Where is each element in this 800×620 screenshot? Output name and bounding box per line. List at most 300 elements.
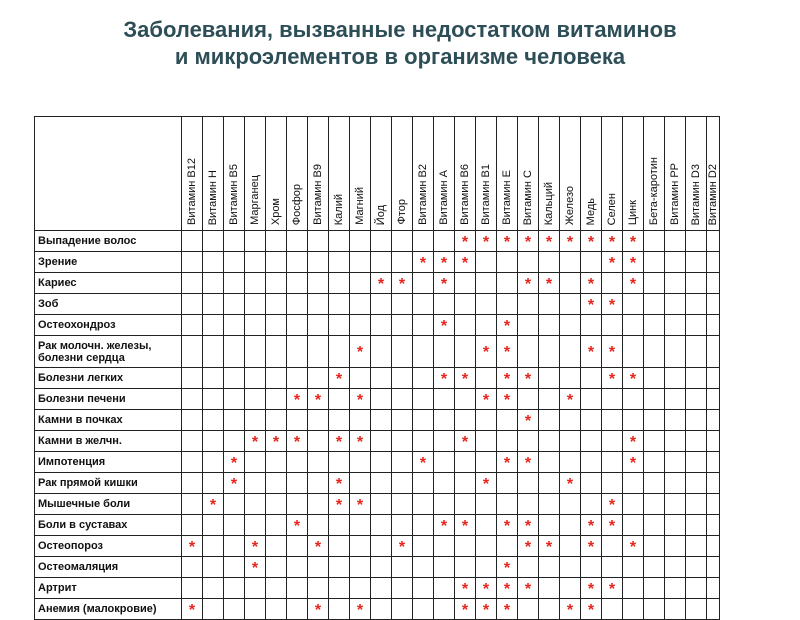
grid-cell [560, 494, 581, 515]
column-header [371, 117, 392, 231]
grid-cell [518, 368, 539, 389]
grid-cell [539, 578, 560, 599]
row-label-text: Кариес [38, 277, 77, 289]
grid-cell [203, 452, 224, 473]
grid-cell [518, 431, 539, 452]
column-header-label: Фтор [396, 199, 408, 225]
column-header [539, 117, 560, 231]
grid-cell [644, 389, 665, 410]
column-header-label: Селен [606, 192, 618, 225]
grid-cell [224, 578, 245, 599]
grid-cell [413, 231, 434, 252]
deficiency-marker: * [608, 254, 616, 272]
grid-cell [371, 252, 392, 273]
grid-cell [707, 494, 720, 515]
grid-cell [644, 410, 665, 431]
deficiency-marker: * [188, 538, 196, 556]
deficiency-marker: * [251, 433, 259, 451]
grid-cell [665, 389, 686, 410]
grid-cell [623, 389, 644, 410]
deficiency-marker: * [629, 370, 637, 388]
grid-cell [644, 231, 665, 252]
deficiency-marker: * [209, 496, 217, 514]
grid-cell [266, 231, 287, 252]
grid-cell [602, 557, 623, 578]
row-label-text: Артрит [38, 582, 77, 594]
row-label-text: Мышечные боли [38, 498, 131, 510]
deficiency-marker: * [461, 254, 469, 272]
corner-cell [35, 117, 182, 231]
title-line-2: и микроэлементов в организме человека [174, 44, 626, 69]
grid-cell [539, 252, 560, 273]
grid-cell [623, 410, 644, 431]
grid-cell [644, 368, 665, 389]
grid-cell [581, 294, 602, 315]
row-label [35, 389, 182, 410]
grid-cell [497, 578, 518, 599]
grid-cell [560, 599, 581, 620]
deficiency-marker: * [482, 580, 490, 598]
grid-cell [602, 536, 623, 557]
grid-cell [665, 536, 686, 557]
deficiency-marker: * [545, 275, 553, 293]
grid-cell [329, 578, 350, 599]
row-label-text-2: болезни сердца [38, 351, 125, 364]
grid-cell [287, 515, 308, 536]
grid-cell [560, 389, 581, 410]
grid-cell [623, 294, 644, 315]
grid-cell [371, 273, 392, 294]
grid-cell [434, 473, 455, 494]
deficiency-marker: * [503, 601, 511, 619]
grid-cell [665, 431, 686, 452]
grid-cell [518, 536, 539, 557]
grid-cell [518, 273, 539, 294]
table-row [35, 273, 720, 294]
grid-cell [308, 368, 329, 389]
grid-cell [455, 431, 476, 452]
column-header-label: Кальций [543, 181, 555, 225]
grid-cell [686, 273, 707, 294]
deficiency-marker: * [482, 344, 490, 361]
grid-cell [707, 536, 720, 557]
grid-cell [329, 389, 350, 410]
grid-cell [476, 578, 497, 599]
table-row [35, 515, 720, 536]
grid-cell [392, 231, 413, 252]
grid-cell [203, 515, 224, 536]
deficiency-marker: * [440, 317, 448, 335]
deficiency-marker: * [524, 275, 532, 293]
grid-cell [518, 252, 539, 273]
grid-cell [266, 252, 287, 273]
grid-cell [686, 431, 707, 452]
grid-cell [707, 557, 720, 578]
grid-cell [287, 315, 308, 336]
deficiency-marker: * [440, 517, 448, 535]
grid-cell [182, 494, 203, 515]
column-header-label: Витамин B1 [480, 164, 492, 225]
grid-cell [476, 252, 497, 273]
grid-cell [308, 599, 329, 620]
row-label-text: Анемия (малокровие) [38, 603, 157, 615]
table-row [35, 473, 720, 494]
grid-cell [686, 368, 707, 389]
grid-cell [203, 557, 224, 578]
grid-cell [581, 599, 602, 620]
grid-cell [686, 336, 707, 368]
grid-cell [581, 452, 602, 473]
grid-cell [560, 557, 581, 578]
deficiency-marker: * [524, 233, 532, 251]
grid-cell [644, 336, 665, 368]
table-row [35, 368, 720, 389]
grid-cell [707, 294, 720, 315]
grid-cell [623, 599, 644, 620]
deficiency-marker: * [629, 454, 637, 472]
grid-cell [623, 252, 644, 273]
column-header [329, 117, 350, 231]
grid-cell [602, 389, 623, 410]
grid-cell [287, 536, 308, 557]
grid-cell [665, 473, 686, 494]
grid-cell [266, 294, 287, 315]
grid-cell [644, 473, 665, 494]
deficiency-marker: * [566, 391, 574, 409]
deficiency-marker: * [251, 559, 259, 577]
grid-cell [182, 294, 203, 315]
grid-cell [455, 578, 476, 599]
grid-cell [203, 473, 224, 494]
grid-cell [602, 578, 623, 599]
grid-cell [497, 473, 518, 494]
grid-cell [497, 252, 518, 273]
grid-cell [476, 368, 497, 389]
grid-cell [476, 273, 497, 294]
grid-cell [665, 252, 686, 273]
column-header [245, 117, 266, 231]
grid-cell [329, 315, 350, 336]
grid-cell [665, 494, 686, 515]
grid-cell [602, 410, 623, 431]
grid-cell [518, 336, 539, 368]
grid-cell [476, 557, 497, 578]
grid-cell [602, 515, 623, 536]
grid-cell [308, 431, 329, 452]
grid-cell [329, 231, 350, 252]
grid-cell [308, 231, 329, 252]
column-header [518, 117, 539, 231]
row-label-text: Рак прямой кишки [38, 477, 138, 489]
grid-cell [476, 536, 497, 557]
grid-cell [434, 494, 455, 515]
grid-cell [266, 536, 287, 557]
grid-cell [602, 273, 623, 294]
grid-cell [224, 252, 245, 273]
grid-cell [707, 473, 720, 494]
grid-cell [392, 389, 413, 410]
grid-cell [665, 368, 686, 389]
grid-cell [308, 389, 329, 410]
grid-cell [476, 336, 497, 368]
row-label [35, 273, 182, 294]
grid-cell [623, 336, 644, 368]
grid-cell [413, 452, 434, 473]
grid-cell [350, 473, 371, 494]
grid-cell [539, 389, 560, 410]
grid-cell [245, 557, 266, 578]
title-line-1: Заболевания, вызванные недостатком витаминов [123, 17, 677, 42]
grid-cell [686, 452, 707, 473]
grid-cell [329, 252, 350, 273]
column-header [665, 117, 686, 231]
grid-cell [623, 557, 644, 578]
deficiency-marker: * [482, 233, 490, 251]
grid-cell [707, 231, 720, 252]
grid-cell [581, 315, 602, 336]
deficiency-marker: * [398, 275, 406, 293]
deficiency-marker: * [524, 517, 532, 535]
deficiency-marker: * [461, 233, 469, 251]
column-header [392, 117, 413, 231]
row-label-text: Импотенция [38, 456, 106, 468]
grid-cell [350, 389, 371, 410]
grid-cell [518, 294, 539, 315]
grid-cell [497, 315, 518, 336]
table-row [35, 410, 720, 431]
grid-cell [497, 389, 518, 410]
deficiency-marker: * [545, 233, 553, 251]
grid-cell [476, 294, 497, 315]
grid-cell [497, 557, 518, 578]
table-row [35, 231, 720, 252]
grid-cell [434, 368, 455, 389]
row-label [35, 452, 182, 473]
column-header-label: Витамин H [207, 169, 219, 225]
grid-cell [455, 231, 476, 252]
grid-cell [371, 410, 392, 431]
grid-cell [224, 315, 245, 336]
grid-cell [245, 294, 266, 315]
row-label-text: Зоб [38, 298, 59, 310]
column-header [497, 117, 518, 231]
grid-cell [434, 599, 455, 620]
row-label-text: Болезни легких [38, 372, 124, 384]
grid-cell [224, 231, 245, 252]
deficiency-marker: * [629, 433, 637, 451]
column-header [350, 117, 371, 231]
grid-cell [308, 473, 329, 494]
grid-cell [245, 431, 266, 452]
column-header [560, 117, 581, 231]
grid-cell [623, 494, 644, 515]
grid-cell [245, 494, 266, 515]
grid-cell [686, 494, 707, 515]
grid-cell [707, 252, 720, 273]
grid-cell [413, 515, 434, 536]
grid-cell [182, 273, 203, 294]
grid-cell [476, 599, 497, 620]
grid-cell [413, 389, 434, 410]
grid-cell [224, 410, 245, 431]
column-header-label: Витамин B12 [186, 158, 198, 225]
grid-cell [329, 599, 350, 620]
grid-cell [455, 336, 476, 368]
grid-cell [308, 494, 329, 515]
grid-cell [539, 557, 560, 578]
grid-cell [371, 389, 392, 410]
column-header-label: Витамин A [438, 170, 450, 225]
grid-cell [623, 536, 644, 557]
grid-cell [455, 273, 476, 294]
grid-cell [413, 431, 434, 452]
grid-cell [350, 536, 371, 557]
grid-cell [350, 336, 371, 368]
grid-cell [266, 431, 287, 452]
deficiency-marker: * [293, 391, 301, 409]
grid-cell [644, 273, 665, 294]
grid-cell [455, 252, 476, 273]
grid-cell [476, 452, 497, 473]
column-header [707, 117, 720, 231]
column-header [308, 117, 329, 231]
grid-cell [623, 473, 644, 494]
grid-cell [413, 273, 434, 294]
grid-cell [350, 294, 371, 315]
grid-cell [266, 473, 287, 494]
deficiency-marker: * [587, 601, 595, 619]
grid-cell [434, 294, 455, 315]
grid-cell [308, 557, 329, 578]
grid-cell [350, 452, 371, 473]
grid-cell [518, 231, 539, 252]
grid-cell [308, 336, 329, 368]
grid-cell [329, 368, 350, 389]
row-label [35, 578, 182, 599]
grid-cell [245, 599, 266, 620]
grid-cell [539, 431, 560, 452]
deficiency-marker: * [566, 601, 574, 619]
deficiency-marker: * [503, 344, 511, 361]
column-header-label: Марганец [249, 175, 261, 225]
grid-cell [203, 536, 224, 557]
grid-cell [203, 494, 224, 515]
grid-cell [224, 368, 245, 389]
grid-cell [434, 431, 455, 452]
grid-cell [518, 578, 539, 599]
grid-cell [224, 599, 245, 620]
grid-cell [392, 368, 413, 389]
column-header [266, 117, 287, 231]
grid-cell [686, 557, 707, 578]
grid-cell [371, 315, 392, 336]
grid-cell [644, 315, 665, 336]
grid-cell [308, 578, 329, 599]
grid-cell [287, 578, 308, 599]
grid-cell [287, 473, 308, 494]
grid-cell [623, 431, 644, 452]
grid-cell [266, 578, 287, 599]
grid-cell [581, 494, 602, 515]
row-label [35, 231, 182, 252]
grid-cell [392, 515, 413, 536]
grid-cell [413, 578, 434, 599]
row-label [35, 294, 182, 315]
grid-cell [581, 252, 602, 273]
grid-cell [224, 294, 245, 315]
deficiency-marker: * [335, 433, 343, 451]
deficiency-marker: * [335, 475, 343, 493]
grid-cell [644, 431, 665, 452]
row-label [35, 252, 182, 273]
column-header [413, 117, 434, 231]
table-row [35, 557, 720, 578]
row-label-text: Камни в желчн. [38, 435, 122, 447]
row-label-text: Остеопороз [38, 540, 104, 552]
column-header [686, 117, 707, 231]
row-label [35, 494, 182, 515]
deficiency-marker: * [608, 296, 616, 314]
deficiency-marker: * [461, 517, 469, 535]
grid-cell [686, 315, 707, 336]
grid-cell [434, 410, 455, 431]
deficiency-marker: * [608, 233, 616, 251]
deficiency-marker: * [482, 475, 490, 493]
grid-cell [308, 315, 329, 336]
grid-cell [623, 315, 644, 336]
grid-cell [434, 452, 455, 473]
grid-cell [266, 599, 287, 620]
grid-cell [224, 515, 245, 536]
grid-cell [245, 231, 266, 252]
grid-cell [581, 578, 602, 599]
grid-cell [203, 389, 224, 410]
column-header [182, 117, 203, 231]
deficiency-marker: * [503, 454, 511, 472]
grid-cell [476, 515, 497, 536]
grid-cell [518, 410, 539, 431]
grid-cell [392, 336, 413, 368]
deficiency-table [34, 116, 720, 620]
grid-cell [371, 494, 392, 515]
deficiency-marker: * [524, 412, 532, 430]
grid-cell [392, 452, 413, 473]
grid-cell [182, 252, 203, 273]
grid-cell [203, 315, 224, 336]
grid-cell [518, 494, 539, 515]
grid-cell [434, 231, 455, 252]
grid-cell [203, 336, 224, 368]
grid-cell [203, 252, 224, 273]
grid-cell [182, 389, 203, 410]
row-label-text: Болезни печени [38, 393, 126, 405]
grid-cell [287, 494, 308, 515]
column-header [623, 117, 644, 231]
grid-cell [497, 336, 518, 368]
grid-cell [245, 368, 266, 389]
grid-cell [434, 273, 455, 294]
grid-cell [413, 368, 434, 389]
row-label [35, 557, 182, 578]
grid-cell [350, 410, 371, 431]
grid-cell [686, 536, 707, 557]
deficiency-marker: * [419, 454, 427, 472]
grid-cell [329, 294, 350, 315]
grid-cell [266, 315, 287, 336]
grid-cell [560, 273, 581, 294]
deficiency-marker: * [587, 580, 595, 598]
grid-cell [287, 294, 308, 315]
